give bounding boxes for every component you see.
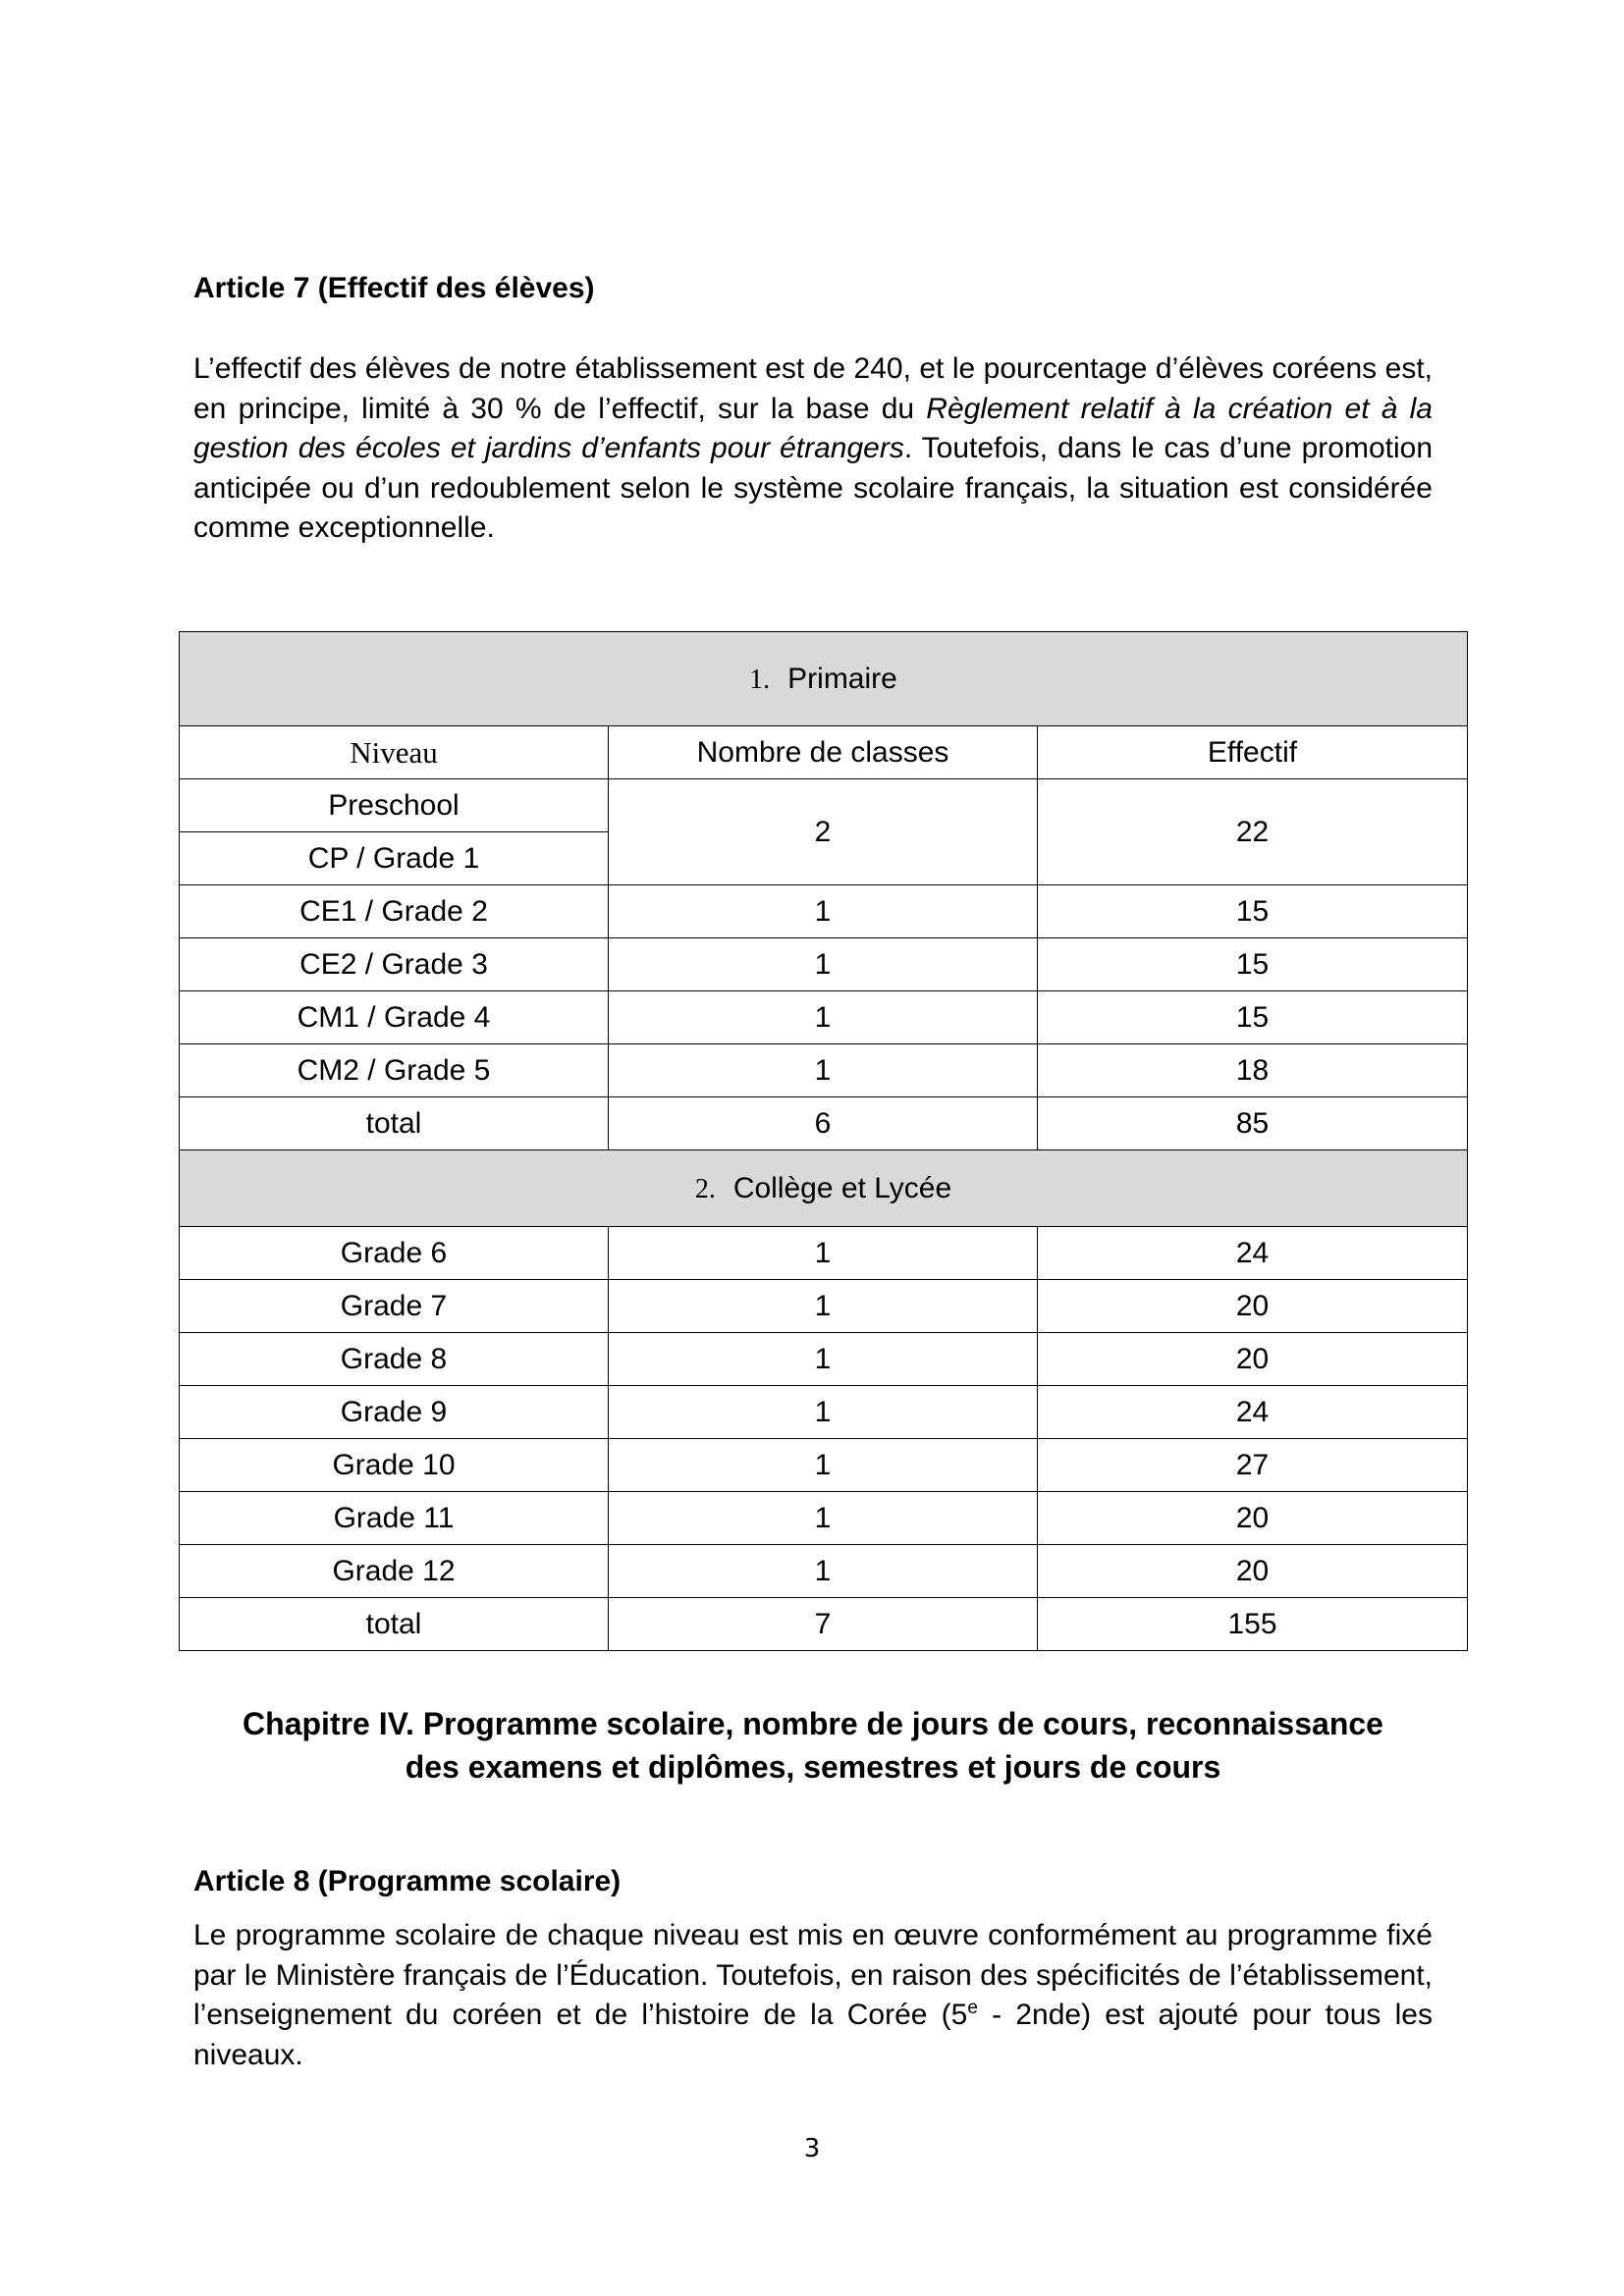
classes-cell: 1 [609,1280,1038,1333]
section-label: Collège et Lycée [732,1171,952,1204]
effectif-cell: 22 [1038,779,1468,885]
classes-cell: 7 [609,1598,1038,1651]
effectif-cell: 15 [1038,938,1468,991]
level-cell: Grade 11 [180,1492,609,1545]
header-row [180,726,1468,779]
article-8-text-end: - 2nde) est ajouté pour tous les niveaux. [193,1999,1433,2071]
table-row [180,1333,1468,1386]
effectif-cell: 15 [1038,991,1468,1044]
header-nombre-de-classes: Nombre de classes [609,726,1038,779]
effectif-cell: 20 [1038,1545,1468,1598]
level-cell: CE1 / Grade 2 [180,885,609,938]
level-cell: CE2 / Grade 3 [180,938,609,991]
article-7-paragraph [193,349,1433,549]
effectif-cell: 27 [1038,1439,1468,1492]
section-header-college-lycee [180,1150,1468,1227]
classes-cell: 1 [609,1227,1038,1280]
table-row [180,1280,1468,1333]
level-cell: Grade 6 [180,1227,609,1280]
section-header-primaire [180,632,1468,726]
effectif-cell: 24 [1038,1227,1468,1280]
table-row [180,1386,1468,1439]
article-7-text-start: L’effectif des élèves de notre établissement est de 240, et le pourcentage d’élèves coréens est, en principe, limité à 30 % de l’effectif, sur la base du [193,352,1433,425]
table-row [180,1492,1468,1545]
total-row [180,1598,1468,1651]
effectif-cell: 20 [1038,1492,1468,1545]
level-cell: CP / Grade 1 [180,832,609,885]
level-cell: total [180,1598,609,1651]
level-cell: Grade 12 [180,1545,609,1598]
total-row [180,1097,1468,1150]
effectif-cell: 155 [1038,1598,1468,1651]
level-cell: Preschool [180,779,609,832]
article-7-text-end: . Toutefois, dans le cas d’une promotion anticipée ou d’un redoublement selon le système scolaire français, la situation est considérée comme exceptionnelle. [193,432,1434,544]
ordinal-superscript: e [967,1998,978,2018]
article-8-title: Article 8 (Programme scolaire) [193,1865,622,1897]
page-number: 3 [803,2134,821,2163]
classes-cell: 1 [609,1386,1038,1439]
effectif-cell: 20 [1038,1333,1468,1386]
article-7-regulation-title: Règlement relatif à la création et à la gestion des écoles et jardins d’enfants pour étrangers [193,392,1433,464]
level-cell: CM2 / Grade 5 [180,1044,609,1097]
section-label: Primaire [787,662,897,695]
table-row [180,1439,1468,1492]
classes-cell: 6 [609,1097,1038,1150]
chapter-4-heading [193,1702,1433,1789]
classes-cell: 1 [609,1439,1038,1492]
effectif-cell: 24 [1038,1386,1468,1439]
effectif-cell: 85 [1038,1097,1468,1150]
classes-cell: 1 [609,938,1038,991]
chapter-heading-line: Chapitre IV. Programme scolaire, nombre de jours de cours, reconnaissance [243,1706,1383,1741]
article-8-paragraph [193,1916,1433,2075]
header-niveau: Niveau [180,726,609,779]
article-8-text-start: Le programme scolaire de chaque niveau est mis en œuvre conformément au programme fixé par le Ministère français de l’Éducation. Toutefois, en raison des spécificités de l’établissement, l’enseignement du coréen et de l’histoire de la Corée (5 [193,1919,1433,2031]
table-row [180,885,1468,938]
header-effectif: Effectif [1038,726,1468,779]
section-row-college-lycee [180,1150,1468,1227]
section-number: 2. [694,1173,716,1204]
classes-cell: 1 [609,885,1038,938]
section-number: 1. [749,664,771,695]
enrollment-table [179,631,1468,1651]
effectif-cell: 15 [1038,885,1468,938]
section-row-primaire [180,632,1468,726]
classes-cell: 1 [609,1545,1038,1598]
article-7-title: Article 7 (Effectif des élèves) [193,272,595,304]
table-row [180,991,1468,1044]
level-cell: Grade 10 [180,1439,609,1492]
classes-cell: 1 [609,1492,1038,1545]
level-cell: Grade 7 [180,1280,609,1333]
classes-cell: 2 [609,779,1038,885]
classes-cell: 1 [609,991,1038,1044]
classes-cell: 1 [609,1333,1038,1386]
level-cell: total [180,1097,609,1150]
level-cell: Grade 9 [180,1386,609,1439]
table-row [180,1044,1468,1097]
table-row [180,779,1468,832]
chapter-heading-line: des examens et diplômes, semestres et jours de cours [405,1749,1221,1785]
effectif-cell: 18 [1038,1044,1468,1097]
classes-cell: 1 [609,1044,1038,1097]
table-row [180,1227,1468,1280]
table-row [180,1545,1468,1598]
level-cell: Grade 8 [180,1333,609,1386]
level-cell: CM1 / Grade 4 [180,991,609,1044]
table-row [180,938,1468,991]
effectif-cell: 20 [1038,1280,1468,1333]
